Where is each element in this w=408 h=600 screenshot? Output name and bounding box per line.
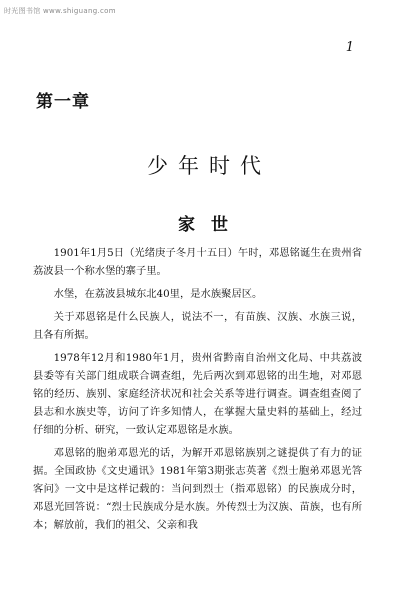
chapter-label: 第一章 [36,92,90,112]
paragraph: 水堡，在荔波县城东北40里，是水族聚居区。 [53,288,263,300]
body-text [33,244,362,539]
page-number: 1 [345,40,354,55]
paragraph: 1901年1月5日（光绪庚子冬月十五日）午时，邓恩铭诞生在贵州省荔波县一个称水堡的寨子里。 [33,247,362,277]
paragraph: 关于邓恩铭是什么民族人，说法不一，有苗族、汉族、水族三说，且各有所据。 [33,311,362,341]
paragraph: 1978年12月和1980年1月，贵州省黔南自治州文化局、中共荔波县委等有关部门组成联合调查组，先后两次到邓恩铭的出生地，对邓恩铭的经历、族别、家庭经济状况和社会关系等进行调查。调查组查阅了县志和水族史等，访问了许多知情人，在掌握大量史料的基础上，经过仔细的分析、研究，一致认定邓恩铭是水族。 [33,352,362,436]
paragraph: 邓恩铭的胞弟邓恩光的话，为解开邓恩铭族别之谜提供了有力的证据。全国政协《文史通讯》1981年第3期张志英著《烈士胞弟邓恩光答客问》一文中是这样记载的：当问到烈士（指邓恩铭）的民族成分时，邓恩光回答说：“烈士民族成分是水族。外传烈士为汉族、苗族，也有所本；解放前，我们的祖父、父亲和我 [33,447,362,531]
watermark: 时光图书馆 www.shiguang.com [4,7,116,15]
chapter-title: 少年时代 [147,154,271,178]
section-title: 家世 [178,215,244,235]
